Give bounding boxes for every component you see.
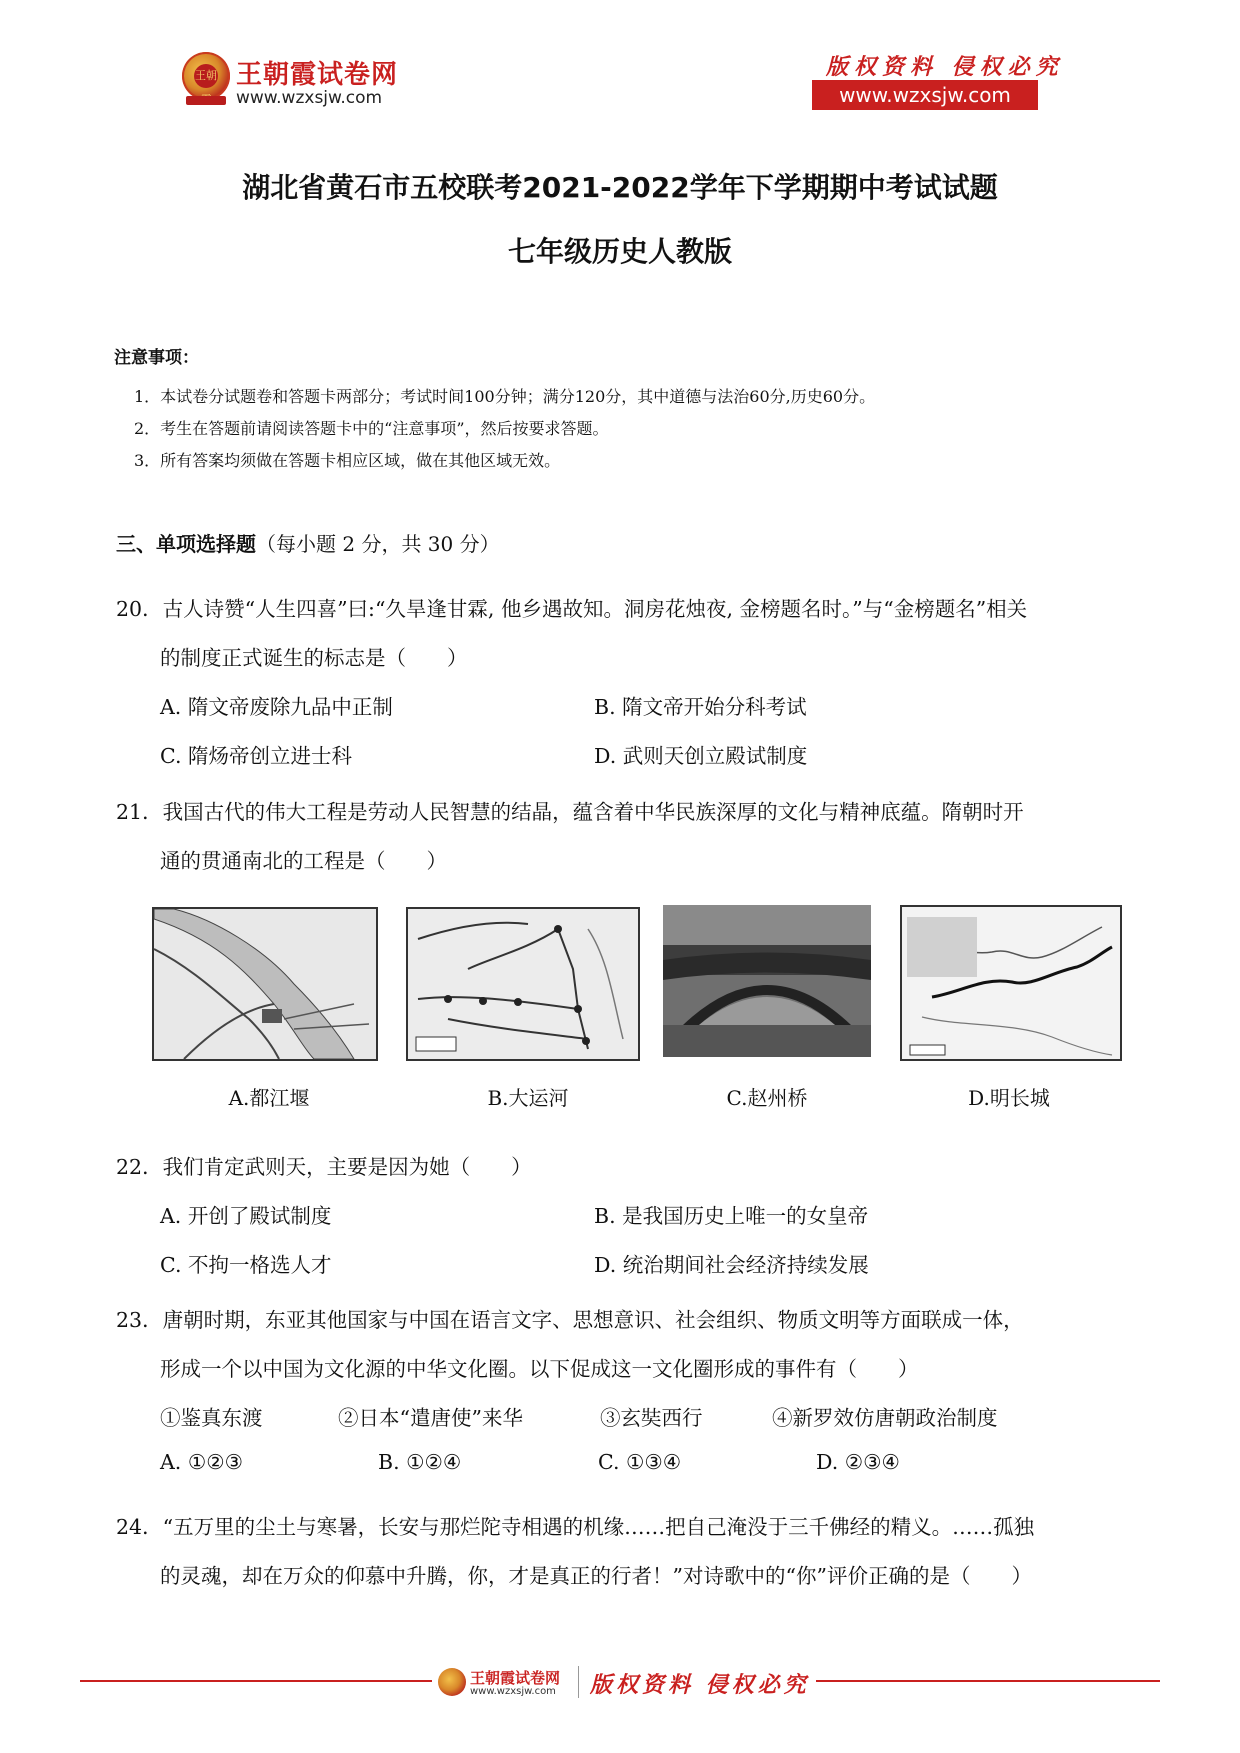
notice-item: 3．所有答案均须做在答题卡相应区域，做在其他区域无效。 [134, 451, 561, 470]
question-23-line2: 形成一个以中国为文化源的中华文化圈。以下促成这一文化圈形成的事件有（ ） [160, 1357, 919, 1381]
question-23-item-2: ②日本“遣唐使”来华 [338, 1406, 523, 1430]
notice-item: 2．考生在答题前请阅读答题卡中的“注意事项”，然后按要求答题。 [134, 419, 609, 438]
logo-badge-icon [182, 52, 230, 100]
logo-badge-text: 王朝 [194, 64, 218, 88]
ming-great-wall-map-image [900, 905, 1122, 1061]
footer-logo-name: 王朝霞试卷网 [470, 1669, 561, 1687]
site-logo-name: 王朝霞试卷网 [236, 60, 399, 90]
logo-ribbon [186, 96, 226, 105]
question-21-caption-b[interactable]: B.大运河 [487, 1086, 569, 1110]
question-23-option-b[interactable]: B. ①②④ [378, 1450, 462, 1474]
footer-logo-icon [438, 1668, 466, 1696]
exam-subtitle: 七年级历史人教版 [507, 235, 732, 268]
footer-rule-left [80, 1680, 432, 1682]
notice-heading: 注意事项： [114, 348, 199, 368]
question-20-option-b[interactable]: B. 隋文帝开始分科考试 [594, 695, 807, 719]
section-heading-note: （每小题 2 分，共 30 分） [256, 532, 500, 556]
question-21-caption-c[interactable]: C.赵州桥 [726, 1086, 808, 1110]
footer-rule-right [816, 1680, 1160, 1682]
grand-canal-map-image [406, 907, 640, 1061]
grand-canal-map-drawing [408, 909, 638, 1059]
ming-great-wall-map-drawing [902, 907, 1120, 1059]
question-23-option-d[interactable]: D. ②③④ [816, 1450, 900, 1474]
zhaozhou-bridge-drawing [663, 905, 871, 1057]
question-23-option-c[interactable]: C. ①③④ [598, 1450, 682, 1474]
section-heading-title: 三、单项选择题 [116, 532, 256, 556]
question-23-item-4: ④新罗效仿唐朝政治制度 [772, 1406, 998, 1430]
question-23-item-3: ③玄奘西行 [600, 1406, 703, 1430]
question-22-option-a[interactable]: A. 开创了殿试制度 [160, 1204, 332, 1228]
question-20-option-c[interactable]: C. 隋炀帝创立进士科 [160, 744, 352, 768]
question-20-option-d[interactable]: D. 武则天创立殿试制度 [594, 744, 808, 768]
copyright-url[interactable]: www.wzxsjw.com [812, 80, 1038, 110]
question-22-line1: 22．我们肯定武则天，主要是因为她（ ） [116, 1155, 532, 1179]
question-21-line2: 通的贯通南北的工程是（ ） [160, 849, 447, 873]
question-23-line1: 23．唐朝时期，东亚其他国家与中国在语言文字、思想意识、社会组织、物质文明等方面联成一体， [116, 1308, 1024, 1332]
notice-item: 1．本试卷分试题卷和答题卡两部分；考试时间100分钟；满分120分，其中道德与法治60分,历史60分。 [134, 387, 876, 406]
section-heading [116, 528, 500, 557]
footer-separator [578, 1666, 579, 1698]
question-21-line1: 21．我国古代的伟大工程是劳动人民智慧的结晶，蕴含着中华民族深厚的文化与精神底蕴。隋朝时开 [116, 800, 1024, 824]
dujiangyan-map-drawing [154, 909, 376, 1059]
footer-logo-url[interactable]: www.wzxsjw.com [470, 1686, 556, 1697]
exam-title: 湖北省黄石市五校联考2021-2022学年下学期期中考试试题 [242, 171, 998, 204]
question-24-line1: 24．“五万里的尘土与寒暑，长安与那烂陀寺相遇的机缘……把自己淹没于三千佛经的精义。……孤独 [116, 1515, 1035, 1539]
question-20-line1: 20．古人诗赞“人生四喜”曰:“久旱逢甘霖, 他乡遇故知。洞房花烛夜, 金榜题名时。”与“金榜题名”相关 [116, 597, 1028, 621]
question-22-option-d[interactable]: D. 统治期间社会经济持续发展 [594, 1253, 869, 1277]
question-20-option-a[interactable]: A. 隋文帝废除九品中正制 [160, 695, 393, 719]
question-22-option-b[interactable]: B. 是我国历史上唯一的女皇帝 [594, 1204, 869, 1228]
question-23-option-a[interactable]: A. ①②③ [160, 1450, 243, 1474]
zhaozhou-bridge-image [663, 905, 871, 1057]
site-logo-url[interactable]: www.wzxsjw.com [236, 88, 383, 108]
question-23-item-1: ①鉴真东渡 [160, 1406, 263, 1430]
question-24-line2: 的灵魂，却在万众的仰慕中升腾，你，才是真正的行者！”对诗歌中的“你”评价正确的是（ ） [160, 1564, 1032, 1588]
question-21-caption-d[interactable]: D.明长城 [968, 1086, 1050, 1110]
dujiangyan-map-image [152, 907, 378, 1061]
question-22-option-c[interactable]: C. 不拘一格选人才 [160, 1253, 332, 1277]
copyright-notice: 版权资料 侵权必究 [826, 54, 1064, 80]
question-21-caption-a[interactable]: A.都江堰 [228, 1086, 310, 1110]
footer-copyright-notice: 版权资料 侵权必究 [590, 1672, 810, 1698]
question-20-line2: 的制度正式诞生的标志是（ ） [160, 646, 468, 670]
